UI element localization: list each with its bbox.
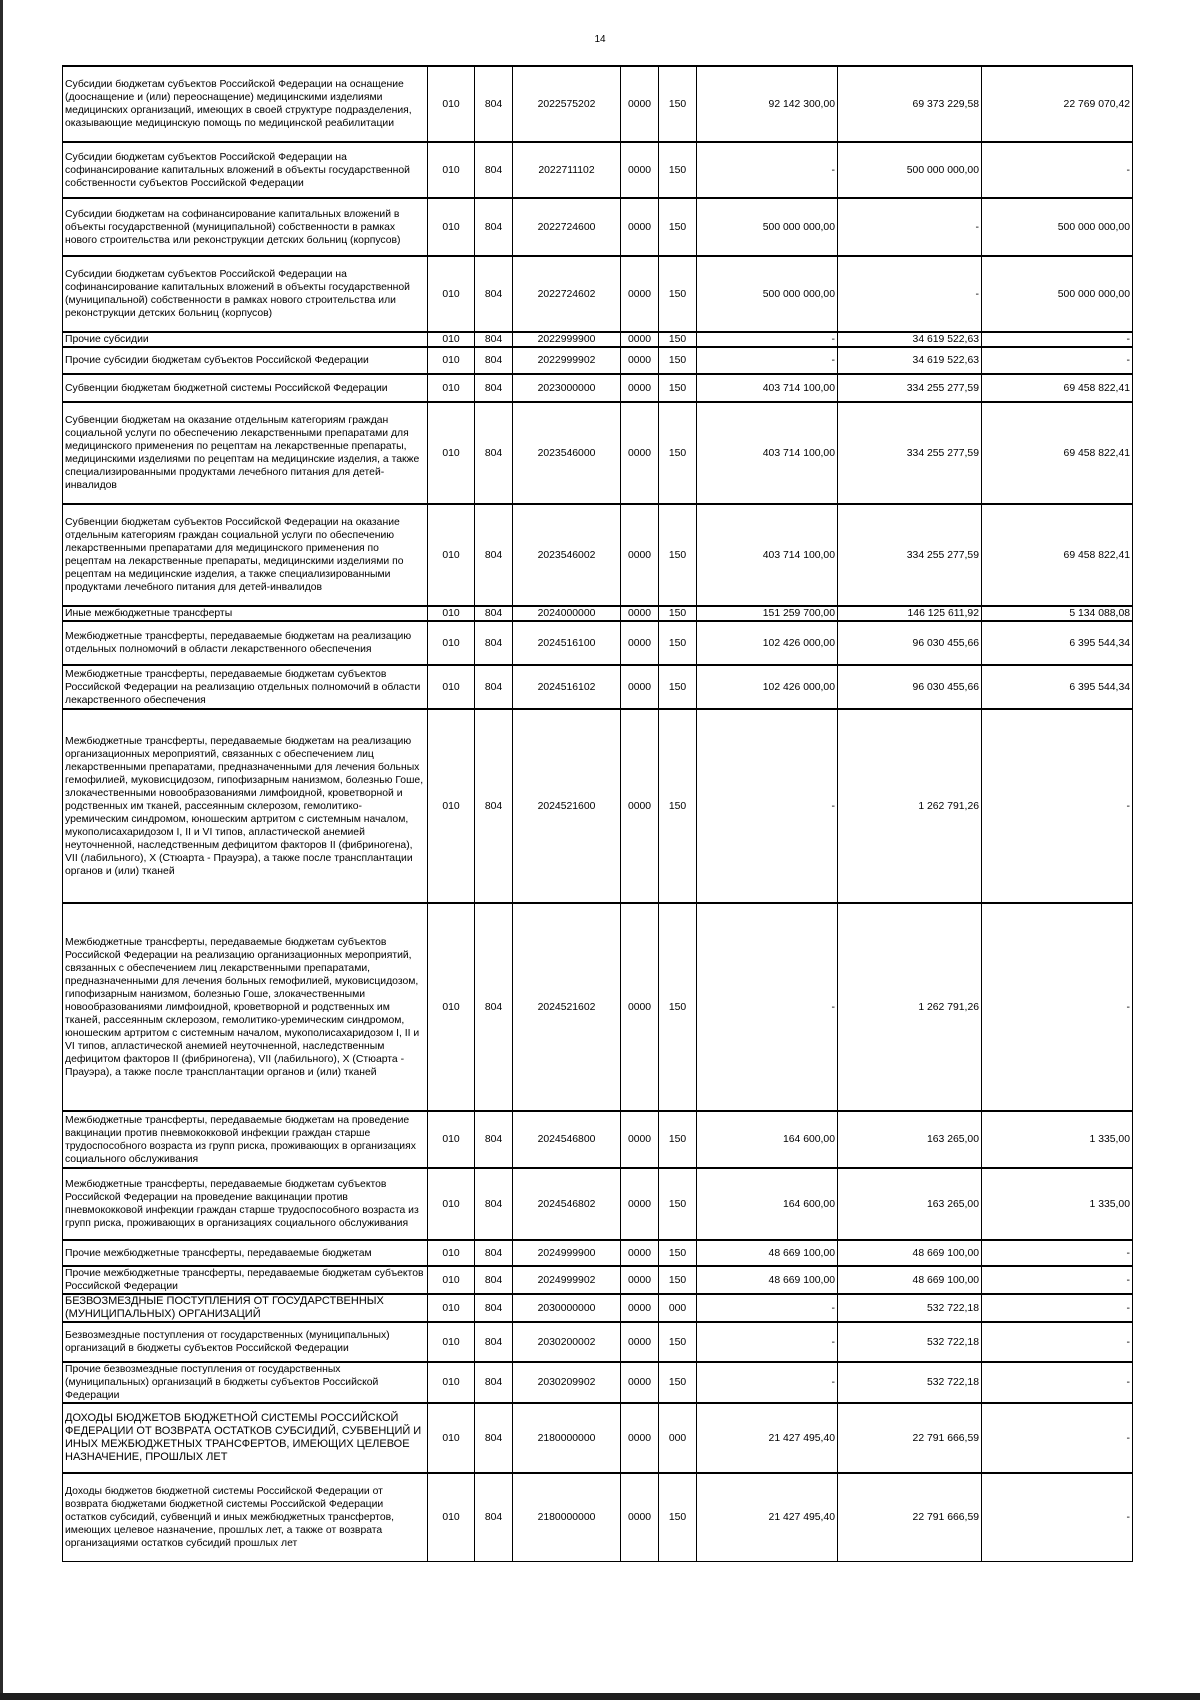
- row-code-admin: 010: [428, 142, 475, 198]
- row-value-2: 48 669 100,00: [838, 1266, 982, 1294]
- budget-table: [62, 65, 1133, 1562]
- row-value-2: 34 619 522,63: [838, 332, 982, 347]
- row-code-chapter: 804: [475, 504, 513, 606]
- row-value-3: 22 769 070,42: [982, 66, 1133, 142]
- row-code-admin: 010: [428, 374, 475, 402]
- row-code-type: 150: [659, 347, 697, 374]
- row-code-sub: 0000: [621, 402, 659, 504]
- row-value-1: 403 714 100,00: [697, 374, 838, 402]
- row-value-2: -: [838, 256, 982, 332]
- table-row: [63, 709, 1133, 903]
- row-code-chapter: 804: [475, 66, 513, 142]
- table-row: [63, 1403, 1133, 1473]
- row-code-sub: 0000: [621, 1294, 659, 1322]
- row-value-2: 146 125 611,92: [838, 606, 982, 621]
- row-name: Прочие межбюджетные трансферты, передаваемые бюджетам субъектов Российской Федерации: [63, 1266, 428, 1294]
- row-code-admin: 010: [428, 903, 475, 1111]
- row-name: Иные межбюджетные трансферты: [63, 606, 428, 621]
- row-value-3: 1 335,00: [982, 1168, 1133, 1240]
- scan-edge-bottom: [0, 1693, 1200, 1700]
- row-code-sub: 0000: [621, 1322, 659, 1362]
- scan-edge-left: [0, 0, 3, 1700]
- row-code-sub: 0000: [621, 504, 659, 606]
- row-code-admin: 010: [428, 347, 475, 374]
- row-name: Субсидии бюджетам субъектов Российской Федерации на софинансирование капитальных вложений в объекты государственной собственности субъектов Российской Федерации: [63, 142, 428, 198]
- row-name: Субсидии бюджетам субъектов Российской Федерации на софинансирование капитальных вложений в объекты государственной (муниципальной) собственности в рамках нового строительства или реконструкции детских больниц (корпусов): [63, 256, 428, 332]
- row-code-admin: 010: [428, 1111, 475, 1168]
- row-name: Прочие безвозмездные поступления от государственных (муниципальных) организаций в бюджеты субъектов Российской Федерации: [63, 1362, 428, 1403]
- row-value-1: 92 142 300,00: [697, 66, 838, 142]
- row-value-3: -: [982, 1294, 1133, 1322]
- row-code-chapter: 804: [475, 665, 513, 709]
- row-code-kbk: 2023546002: [513, 504, 621, 606]
- row-code-admin: 010: [428, 606, 475, 621]
- row-code-admin: 010: [428, 1362, 475, 1403]
- row-value-3: 500 000 000,00: [982, 256, 1133, 332]
- table-row: [63, 142, 1133, 198]
- row-code-kbk: 2180000000: [513, 1403, 621, 1473]
- row-value-1: -: [697, 347, 838, 374]
- table-row: [63, 1362, 1133, 1403]
- row-code-sub: 0000: [621, 665, 659, 709]
- row-code-type: 150: [659, 1473, 697, 1561]
- row-code-type: 150: [659, 256, 697, 332]
- row-value-3: 69 458 822,41: [982, 402, 1133, 504]
- row-name: Прочие субсидии бюджетам субъектов Российской Федерации: [63, 347, 428, 374]
- row-code-admin: 010: [428, 1294, 475, 1322]
- row-code-kbk: 2024516102: [513, 665, 621, 709]
- row-value-1: -: [697, 1294, 838, 1322]
- row-code-kbk: 2023546000: [513, 402, 621, 504]
- row-value-1: -: [697, 332, 838, 347]
- row-value-1: -: [697, 142, 838, 198]
- row-code-chapter: 804: [475, 1362, 513, 1403]
- row-value-1: 102 426 000,00: [697, 665, 838, 709]
- table-row: [63, 1266, 1133, 1294]
- row-code-chapter: 804: [475, 1240, 513, 1266]
- row-code-admin: 010: [428, 1322, 475, 1362]
- table-row: [63, 665, 1133, 709]
- row-code-type: 150: [659, 1362, 697, 1403]
- row-code-admin: 010: [428, 1168, 475, 1240]
- row-code-sub: 0000: [621, 198, 659, 256]
- row-value-1: 48 669 100,00: [697, 1240, 838, 1266]
- row-code-kbk: 2030209902: [513, 1362, 621, 1403]
- row-code-chapter: 804: [475, 903, 513, 1111]
- row-value-3: 5 134 088,08: [982, 606, 1133, 621]
- row-value-1: 21 427 495,40: [697, 1473, 838, 1561]
- row-code-kbk: 2024999900: [513, 1240, 621, 1266]
- row-code-type: 150: [659, 198, 697, 256]
- row-code-type: 150: [659, 374, 697, 402]
- row-code-type: 150: [659, 332, 697, 347]
- row-code-chapter: 804: [475, 374, 513, 402]
- row-value-1: 500 000 000,00: [697, 198, 838, 256]
- row-code-admin: 010: [428, 256, 475, 332]
- row-code-sub: 0000: [621, 1362, 659, 1403]
- row-code-kbk: 2180000000: [513, 1473, 621, 1561]
- row-code-admin: 010: [428, 332, 475, 347]
- row-code-sub: 0000: [621, 606, 659, 621]
- row-code-chapter: 804: [475, 1266, 513, 1294]
- row-code-admin: 010: [428, 198, 475, 256]
- row-name: ДОХОДЫ БЮДЖЕТОВ БЮДЖЕТНОЙ СИСТЕМЫ РОССИЙСКОЙ ФЕДЕРАЦИИ ОТ ВОЗВРАТА ОСТАТКОВ СУБСИДИЙ, СУБВЕНЦИЙ И ИНЫХ МЕЖБЮДЖЕТНЫХ ТРАНСФЕРТОВ, ИМЕЮЩИХ ЦЕЛЕВОЕ НАЗНАЧЕНИЕ, ПРОШЛЫХ ЛЕТ: [63, 1403, 428, 1473]
- row-value-2: 22 791 666,59: [838, 1403, 982, 1473]
- row-code-kbk: 2030200002: [513, 1322, 621, 1362]
- row-code-admin: 010: [428, 66, 475, 142]
- row-code-kbk: 2022575202: [513, 66, 621, 142]
- row-code-kbk: 2022999900: [513, 332, 621, 347]
- row-code-type: 150: [659, 1168, 697, 1240]
- row-value-2: 96 030 455,66: [838, 621, 982, 665]
- row-code-sub: 0000: [621, 1111, 659, 1168]
- row-value-1: 403 714 100,00: [697, 402, 838, 504]
- table-row: [63, 332, 1133, 347]
- row-value-3: 6 395 544,34: [982, 621, 1133, 665]
- row-value-1: 48 669 100,00: [697, 1266, 838, 1294]
- row-name: Субвенции бюджетам на оказание отдельным категориям граждан социальной услуги по обеспечению лекарственными препаратами для медицинского применения по рецептам на лекарственные препараты, медицинскими изделиями по рецептам на медицинские изделия, а также специализированными продуктами лечебного питания для детей-инвалидов: [63, 402, 428, 504]
- row-value-2: 69 373 229,58: [838, 66, 982, 142]
- row-value-3: 500 000 000,00: [982, 198, 1133, 256]
- row-code-kbk: 2023000000: [513, 374, 621, 402]
- row-name: БЕЗВОЗМЕЗДНЫЕ ПОСТУПЛЕНИЯ ОТ ГОСУДАРСТВЕННЫХ (МУНИЦИПАЛЬНЫХ) ОРГАНИЗАЦИЙ: [63, 1294, 428, 1322]
- row-value-2: 334 255 277,59: [838, 402, 982, 504]
- row-code-admin: 010: [428, 1403, 475, 1473]
- row-code-kbk: 2024000000: [513, 606, 621, 621]
- row-code-type: 150: [659, 709, 697, 903]
- row-code-chapter: 804: [475, 1322, 513, 1362]
- row-name: Межбюджетные трансферты, передаваемые бюджетам на реализацию отдельных полномочий в области лекарственного обеспечения: [63, 621, 428, 665]
- row-code-chapter: 804: [475, 621, 513, 665]
- row-code-chapter: 804: [475, 709, 513, 903]
- row-code-kbk: 2030000000: [513, 1294, 621, 1322]
- row-code-sub: 0000: [621, 256, 659, 332]
- row-value-1: 164 600,00: [697, 1111, 838, 1168]
- row-code-admin: 010: [428, 709, 475, 903]
- row-code-chapter: 804: [475, 1473, 513, 1561]
- row-code-chapter: 804: [475, 256, 513, 332]
- row-code-type: 150: [659, 1266, 697, 1294]
- table-row: [63, 1168, 1133, 1240]
- row-value-3: -: [982, 1403, 1133, 1473]
- table-row: [63, 903, 1133, 1111]
- row-value-3: 69 458 822,41: [982, 504, 1133, 606]
- budget-table-body: [63, 66, 1133, 1561]
- row-code-kbk: 2024521600: [513, 709, 621, 903]
- row-value-2: 1 262 791,26: [838, 903, 982, 1111]
- row-value-2: 1 262 791,26: [838, 709, 982, 903]
- table-row: [63, 606, 1133, 621]
- row-code-chapter: 804: [475, 1111, 513, 1168]
- row-value-3: -: [982, 1362, 1133, 1403]
- row-value-2: 334 255 277,59: [838, 374, 982, 402]
- row-value-2: 96 030 455,66: [838, 665, 982, 709]
- row-value-3: 1 335,00: [982, 1111, 1133, 1168]
- row-code-chapter: 804: [475, 142, 513, 198]
- row-value-2: -: [838, 198, 982, 256]
- row-value-3: 6 395 544,34: [982, 665, 1133, 709]
- row-value-3: -: [982, 709, 1133, 903]
- row-code-sub: 0000: [621, 1168, 659, 1240]
- row-name: Доходы бюджетов бюджетной системы Российской Федерации от возврата бюджетами бюджетной системы Российской Федерации остатков субсидий, субвенций и иных межбюджетных трансфертов, имеющих целевое назначение, прошлых лет, а также от возврата организациями остатков субсидий прошлых лет: [63, 1473, 428, 1561]
- row-code-sub: 0000: [621, 142, 659, 198]
- row-code-sub: 0000: [621, 347, 659, 374]
- table-row: [63, 66, 1133, 142]
- row-value-2: 34 619 522,63: [838, 347, 982, 374]
- row-code-type: 150: [659, 1322, 697, 1362]
- row-code-chapter: 804: [475, 198, 513, 256]
- row-name: Безвозмездные поступления от государственных (муниципальных) организаций в бюджеты субъектов Российской Федерации: [63, 1322, 428, 1362]
- row-value-2: 532 722,18: [838, 1362, 982, 1403]
- row-code-sub: 0000: [621, 374, 659, 402]
- table-row: [63, 1111, 1133, 1168]
- row-code-sub: 0000: [621, 903, 659, 1111]
- table-row: [63, 374, 1133, 402]
- row-code-type: 150: [659, 606, 697, 621]
- row-code-chapter: 804: [475, 347, 513, 374]
- row-code-sub: 0000: [621, 1266, 659, 1294]
- row-code-sub: 0000: [621, 66, 659, 142]
- row-code-admin: 010: [428, 1266, 475, 1294]
- table-row: [63, 402, 1133, 504]
- row-code-admin: 010: [428, 1473, 475, 1561]
- row-code-type: 150: [659, 621, 697, 665]
- table-row: [63, 1473, 1133, 1561]
- table-row: [63, 1322, 1133, 1362]
- row-code-type: 150: [659, 66, 697, 142]
- row-value-3: -: [982, 142, 1133, 198]
- row-value-1: 164 600,00: [697, 1168, 838, 1240]
- row-code-admin: 010: [428, 1240, 475, 1266]
- row-value-2: 22 791 666,59: [838, 1473, 982, 1561]
- table-row: [63, 1240, 1133, 1266]
- row-code-kbk: 2024999902: [513, 1266, 621, 1294]
- row-value-1: 102 426 000,00: [697, 621, 838, 665]
- row-code-chapter: 804: [475, 1294, 513, 1322]
- row-code-sub: 0000: [621, 709, 659, 903]
- row-code-kbk: 2024546802: [513, 1168, 621, 1240]
- row-code-kbk: 2022724600: [513, 198, 621, 256]
- row-code-admin: 010: [428, 665, 475, 709]
- page-number: 14: [594, 34, 606, 45]
- row-code-kbk: 2024516100: [513, 621, 621, 665]
- row-code-type: 000: [659, 1403, 697, 1473]
- row-value-1: 21 427 495,40: [697, 1403, 838, 1473]
- row-value-3: -: [982, 1240, 1133, 1266]
- row-code-chapter: 804: [475, 1168, 513, 1240]
- row-code-type: 150: [659, 402, 697, 504]
- row-code-kbk: 2024546800: [513, 1111, 621, 1168]
- row-code-type: 150: [659, 903, 697, 1111]
- row-value-2: 532 722,18: [838, 1294, 982, 1322]
- row-name: Субвенции бюджетам субъектов Российской Федерации на оказание отдельным категориям граждан социальной услуги по обеспечению лекарственными препаратами для медицинского применения по рецептам на лекарственные препараты, медицинскими изделиями по рецептам на медицинские изделия, а также специализированными продуктами лечебного питания для детей-инвалидов: [63, 504, 428, 606]
- row-name: Межбюджетные трансферты, передаваемые бюджетам субъектов Российской Федерации на реализацию отдельных полномочий в области лекарственного обеспечения: [63, 665, 428, 709]
- row-code-chapter: 804: [475, 1403, 513, 1473]
- row-value-1: -: [697, 709, 838, 903]
- row-code-sub: 0000: [621, 621, 659, 665]
- row-name: Прочие межбюджетные трансферты, передаваемые бюджетам: [63, 1240, 428, 1266]
- row-code-type: 150: [659, 1240, 697, 1266]
- row-code-sub: 0000: [621, 1403, 659, 1473]
- row-value-2: 163 265,00: [838, 1111, 982, 1168]
- row-value-3: -: [982, 332, 1133, 347]
- row-value-3: -: [982, 1473, 1133, 1561]
- row-code-type: 000: [659, 1294, 697, 1322]
- table-row: [63, 504, 1133, 606]
- row-value-2: 500 000 000,00: [838, 142, 982, 198]
- row-value-1: -: [697, 1362, 838, 1403]
- row-name: Прочие субсидии: [63, 332, 428, 347]
- row-code-type: 150: [659, 142, 697, 198]
- row-value-2: 163 265,00: [838, 1168, 982, 1240]
- table-row: [63, 198, 1133, 256]
- row-code-type: 150: [659, 665, 697, 709]
- row-code-kbk: 2022711102: [513, 142, 621, 198]
- row-name: Межбюджетные трансферты, передаваемые бюджетам на реализацию организационных мероприятий, связанных с обеспечением лиц лекарственными препаратами, предназначенными для лечения больных гемофилией, муковисцидозом, гипофизарным нанизмом, болезнью Гоше, злокачественными новообразованиями лимфоидной, кроветворной и родственных им тканей, рассеянным склерозом, гемолитико-уремическим синдромом, юношеским артритом с системным началом, мукополисахаридозом I, II и VI типов, апластической анемией неуточненной, наследственным дефицитом факторов II (фибриногена), VII (лабильного), X (Стюарта - Прауэра), а также после трансплантации органов и (или) тканей: [63, 709, 428, 903]
- row-value-1: -: [697, 1322, 838, 1362]
- row-code-type: 150: [659, 1111, 697, 1168]
- row-code-chapter: 804: [475, 606, 513, 621]
- row-value-3: -: [982, 347, 1133, 374]
- table-row: [63, 256, 1133, 332]
- row-value-1: 500 000 000,00: [697, 256, 838, 332]
- row-value-1: 403 714 100,00: [697, 504, 838, 606]
- row-value-2: 532 722,18: [838, 1322, 982, 1362]
- row-name: Субвенции бюджетам бюджетной системы Российской Федерации: [63, 374, 428, 402]
- row-name: Межбюджетные трансферты, передаваемые бюджетам субъектов Российской Федерации на проведение вакцинации против пневмококковой инфекции граждан старше трудоспособного возраста из групп риска, проживающих в организациях социального обслуживания: [63, 1168, 428, 1240]
- row-code-type: 150: [659, 504, 697, 606]
- row-value-3: -: [982, 1266, 1133, 1294]
- row-value-2: 48 669 100,00: [838, 1240, 982, 1266]
- row-value-1: 151 259 700,00: [697, 606, 838, 621]
- row-value-1: -: [697, 903, 838, 1111]
- row-code-kbk: 2022724602: [513, 256, 621, 332]
- table-row: [63, 1294, 1133, 1322]
- row-value-3: -: [982, 903, 1133, 1111]
- row-name: Межбюджетные трансферты, передаваемые бюджетам на проведение вакцинации против пневмококковой инфекции граждан старше трудоспособного возраста из групп риска, проживающих в организациях социального обслуживания: [63, 1111, 428, 1168]
- table-row: [63, 347, 1133, 374]
- row-code-chapter: 804: [475, 332, 513, 347]
- row-code-chapter: 804: [475, 402, 513, 504]
- row-code-kbk: 2024521602: [513, 903, 621, 1111]
- table-row: [63, 621, 1133, 665]
- row-code-sub: 0000: [621, 1240, 659, 1266]
- row-name: Субсидии бюджетам на софинансирование капитальных вложений в объекты государственной (муниципальной) собственности в рамках нового строительства или реконструкции детских больниц (корпусов): [63, 198, 428, 256]
- row-value-3: -: [982, 1322, 1133, 1362]
- row-code-admin: 010: [428, 402, 475, 504]
- row-code-sub: 0000: [621, 1473, 659, 1561]
- row-code-sub: 0000: [621, 332, 659, 347]
- row-name: Субсидии бюджетам субъектов Российской Федерации на оснащение (дооснащение и (или) переоснащение) медицинскими изделиями медицинских организаций, имеющих в своей структуре подразделения, оказывающие медицинскую помощь по медицинской реабилитации: [63, 66, 428, 142]
- row-value-2: 334 255 277,59: [838, 504, 982, 606]
- row-code-admin: 010: [428, 504, 475, 606]
- row-code-kbk: 2022999902: [513, 347, 621, 374]
- row-name: Межбюджетные трансферты, передаваемые бюджетам субъектов Российской Федерации на реализацию организационных мероприятий, связанных с обеспечением лиц лекарственными препаратами, предназначенными для лечения больных гемофилией, муковисцидозом, гипофизарным нанизмом, болезнью Гоше, злокачественными новообразованиями лимфоидной, кроветворной и родственных им тканей, рассеянным склерозом, гемолитико-уремическим синдромом, юношеским артритом с системным началом, мукополисахаридозом I, II и VI типов, апластической анемией неуточненной, наследственным дефицитом факторов II (фибриногена), VII (лабильного), X (Стюарта - Прауэра), а также после трансплантации органов и (или) тканей: [63, 903, 428, 1111]
- row-value-3: 69 458 822,41: [982, 374, 1133, 402]
- row-code-admin: 010: [428, 621, 475, 665]
